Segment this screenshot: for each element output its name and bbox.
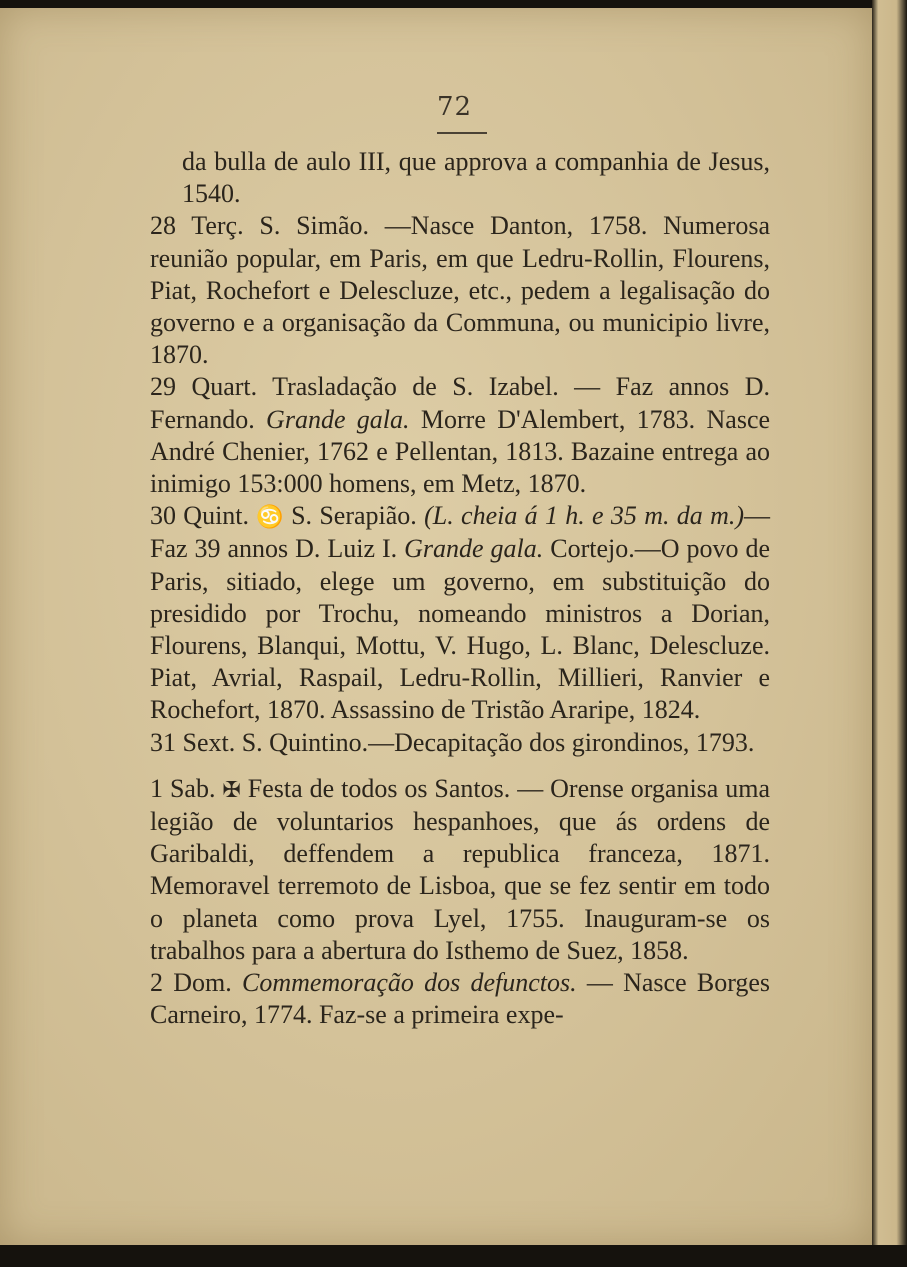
entry-nov-2-day: 2 Dom. — [150, 968, 232, 998]
entry-30-rest: Cortejo.—O povo de Paris, sitiado, elege um governo, em substituição do presidido por Trochu, nomeando ministros a Dorian, Flourens, Blanqui, Mottu, V. Hugo, L. Blanc, Delescluze. Piat, Avrial, Raspail, Ledru-Rollin, Millieri, Ranvier e Rochefort, 1870. Assassino de Tristão Araripe, 1824. — [150, 534, 771, 725]
entry-29-text: 29 Quart. Trasladação de S. Izabel. — Faz annos D. Fernando. — [150, 372, 770, 434]
entry-30-gala: Grande gala. — [404, 534, 544, 564]
entry-30-day: 30 Quint. — [150, 501, 250, 531]
entry-nov-1 — [150, 773, 770, 967]
entry-nov-2-text: — Nasce Borges Carneiro, 1774. Faz-se a primeira expe- — [150, 968, 771, 1030]
entry-30-moon-note: (L. cheia á 1 h. e 35 m. da m.) — [424, 501, 745, 531]
header-rule — [437, 132, 487, 134]
page-edge — [872, 0, 907, 1267]
entry-nov-1-text: Festa de todos os Santos. — Orense organisa uma legião de voluntarios hespanhoes, que ás ordens de Garibaldi, deffendem a republica franceza, 1871. Memoravel terremoto de Lisboa, que se fez sentir em todo o planeta como prova Lyel, 1755. Inauguram-se os trabalhos para a abertura do Isthemo de Suez, 1858. — [150, 773, 771, 965]
page-number: 72 — [437, 92, 473, 122]
full-moon-icon: ♋ — [256, 504, 284, 530]
entry-29 — [150, 371, 770, 500]
page-body — [150, 146, 770, 1031]
entry-29-rest: Morre D'Alembert, 1783. Nasce André Chenier, 1762 e Pellentan, 1813. Bazaine entrega ao inimigo 153:000 homens, em Metz, 1870. — [150, 404, 771, 499]
entry-31: 31 Sext. S. Quintino.—Decapitação dos girondinos, 1793. — [150, 727, 755, 757]
entry-nov-2 — [150, 967, 770, 1031]
continued-entry: da bulla de aulo III, que approva a companhia de Jesus, 1540. — [182, 147, 770, 209]
entry-29-gala: Grande gala. — [266, 404, 410, 434]
entry-nov-2-title: Commemoração dos defunctos. — [242, 968, 577, 998]
scan-border — [0, 1245, 907, 1267]
entry-28: 28 Terç. S. Simão. —Nasce Danton, 1758. Numerosa reunião popular, em Paris, em que Ledru-Rollin, Flourens, Piat, Rochefort e Delescluze, etc., pedem a legalisação do governo e a organisação da Communa, ou municipio livre, 1870. — [150, 211, 770, 370]
entry-30-saint: S. Serapião. — [291, 501, 417, 531]
entry-30 — [150, 500, 770, 726]
entry-30-birthday: —Faz 39 annos D. Luiz I. — [150, 501, 771, 564]
cross-icon: ✠ — [222, 776, 241, 802]
entry-nov-1-day: 1 Sab. — [150, 773, 216, 803]
